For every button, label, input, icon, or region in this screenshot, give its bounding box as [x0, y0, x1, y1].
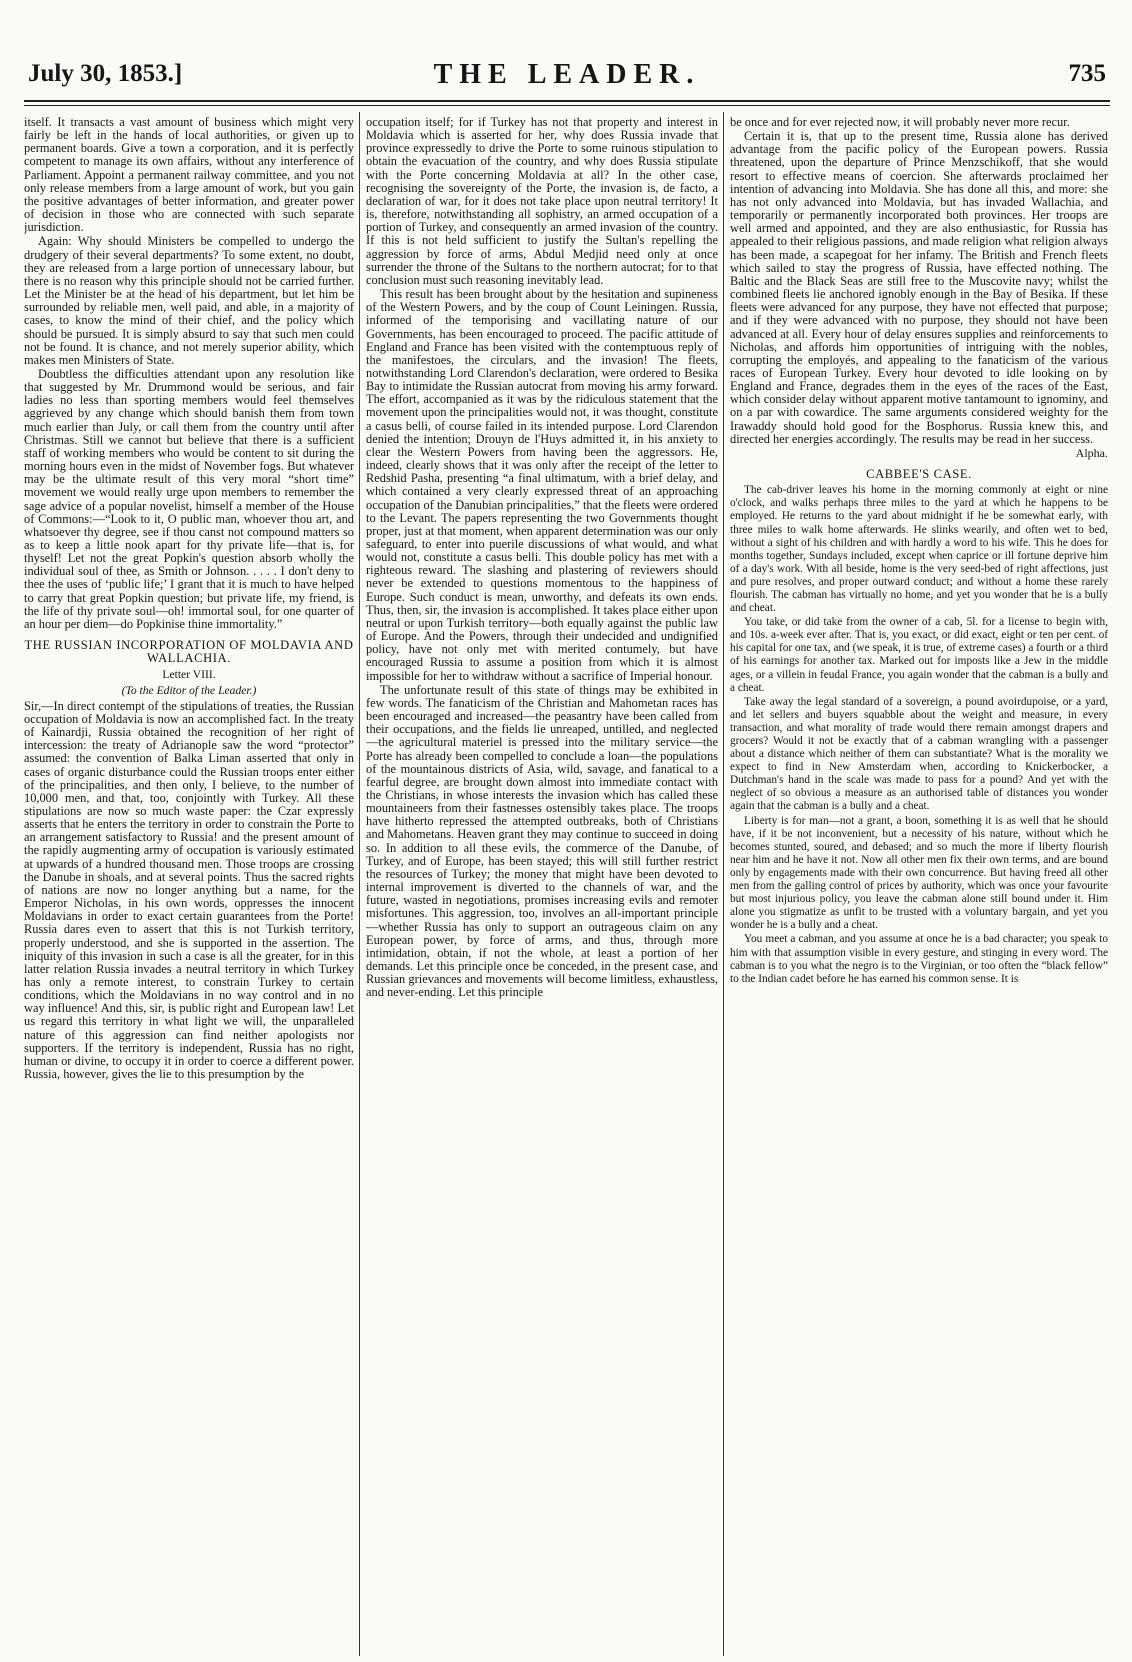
paragraph: You take, or did take from the owner of a cab, 5l. for a license to begin with, and 10s. a-week ever after. That is, you exact, or did exact, eight or ten per cent. of his capital for one tax, and (we speak, it is true, of extreme cases) a fourth or a third of his earnings for another tax. Marked out for imposts like a Jew in the middle ages, or a villein in feudal France, you again wonder that the cabman is a bully and a cheat.	[730, 616, 1108, 694]
paragraph: You meet a cabman, and you assume at once he is a bad character; you speak to him with that assumption visible in every gesture, and stinging in every word. The cabman is to you what the negro is to the Virginian, or too often the “black fellow” to the Indian cadet before he has earned his common sense. It is	[730, 933, 1108, 985]
header-rule-thick	[24, 100, 1110, 102]
page-header	[28, 60, 1106, 98]
cabbee-article	[730, 484, 1108, 986]
signature: Alpha.	[1075, 445, 1108, 460]
paragraph: Doubtless the difficulties attendant upon any resolution like that suggested by Mr. Drummond would be serious, and fair ladies no less than sporting members would feel themselves aggrieved by any change which should banish them from town much earlier than July, or call them from the country until after Christmas. Still we cannot but believe that there is a sufficient staff of working members who would be content to sit during the morning hours even in the midst of November fogs. But whatever may be the ultimate result of this very moral “short time” movement we would really urge upon members to remember the sage advice of a popular novelist, himself a member of the House of Commons:—“Look to it, O public man, whoever thou art, and whatsoever thy degree, see if thou canst not compound matters so as to keep a little nook apart for thy private life—that is, for thyself! Let not the great Popkin's question absorb wholly the individual soul of thee, as Smith or Johnson. . . . . I don't deny to thee the uses of ‘public life;’ I grant that it is much to have helped to carry that great Popkin question; but private life, my friend, is the life of thy private soul—oh! immortal soul, for one quarter of an hour per diem—do Popkinise thine immortality.”	[24, 366, 354, 631]
paragraph: The cab-driver leaves his home in the morning commonly at eight or nine o'clock, and walks perhaps three miles to the yard at which he happens to be employed. He returns to the yard about midnight if he be somewhat early, with three miles to walk home afterwards. He slinks wearily, and often wet to bed, without a sight of his children and with hardly a word to his wife. This he does for months together, Sundays included, except when caprice or ill fortune deprive him of a day's work. With all beside, home is the very seed-bed of right affections, just and pure resolves, and proper outward conduct; and without a home these rarely flourish. The cabman has virtually no home, and yet you wonder that he is a bully and cheat.	[730, 484, 1108, 615]
letter-number: Letter VIII.	[162, 668, 216, 682]
column-2	[366, 116, 718, 1656]
paragraph: Sir,—In direct contempt of the stipulations of treaties, the Russian occupation of Moldavia is now an accomplished fact. In the treaty of Kainardji, Russia obtained the recognition of her right of intercession: the treaty of Adrianople saw the word “protector” assumed: the convention of Balka Liman asserted that only in cases of organic disturbance could the Russian troops enter either of the principalities, and then only, I believe, to the number of 10,000 men, and that, too, conjointly with Turkey. All these stipulations are now so much waste paper: the Czar expressly asserts that he enters the territory in order to constrain the Porte to an arrangement satisfactory to Russia! and the present amount of the rapidly augmenting army of occupation is variously estimated at upwards of a hundred thousand men. Those troops are crossing the Danube in shoals, and at several points. Thus the sacred rights of nations are now no longer anything but a name, for the Emperor Nicholas, in his own words, oppresses the innocent Moldavians in order to exact certain guarantees from the Porte! Russia dares even to assert that this is not Turkish territory, properly understood, and she is supported in the assertion. The iniquity of this invasion in such a case is all the greater, for in this latter relation Russia invades a neutral territory in which Turkey has only a remote interest, to constrain Turkey to certain conditions, which the Moldavians in no way control and in no way influence! And this, sir, is public right and European law! Let us regard this territory in what light we will, the unparalleled nature of this aggression can find neither apologists nor supporters. If the territory is independent, Russia has no right, human or divine, to occupy it in order to coerce a different power. Russia, however, gives the lie to this presumption by the	[24, 698, 354, 1082]
paragraph: Liberty is for man—not a grant, a boon, something it is as well that he should have, if it be not inconvenient, but a necessity of his nature, without which he becomes stunted, soured, and debased; and so much the more if liberty flourish near him and he have it not. Now all other men fix their own terms, and are bound only by engagements made with their own concurrence. But having freed all other men from the galling control of prices by authority, which was once your favourite but most injurious policy, you leave the cabman alone still bound under it. Him alone you stigmatize as unfit to be trusted with a voluntary bargain, and yet you wonder he is a bully and a cheat.	[730, 814, 1108, 932]
paragraph: This result has been brought about by the hesitation and supineness of the Western Powers, and by the coup of Count Leiningen. Russia, informed of the temporising and vacillating nature of our Governments, has been encouraged to proceed. The pacific attitude of England and France has been visited with the contemptuous reply of the manifestoes, the circulars, and the invasion! The fleets, notwithstanding Lord Clarendon's declaration, were ordered to Besika Bay to intimidate the Russian autocrat from moving his army forward. The effort, accompanied as it was by the ridiculous statement that the movement upon the principalities would not, it was thought, constitute a casus belli, of course failed in its intended purpose. Lord Clarendon denied the intention; Drouyn de l'Huys admitted it, in his anxiety to clear the Western Powers from having been the aggressors. He, indeed, clearly shows that it was only after the receipt of the letter to Redshid Pasha, presenting “a final ultimatum, with a brief delay, and which contained a very clearly expressed threat of an approaching occupation of the Danubian principalities,” that the fleets were ordered to the Levant. The papers representing the two Governments thought proper, just at that moment, when apparent determination was our only safeguard, to enter into puerile discussions of what would, and what would not, constitute a casus belli. This double policy has met with a righteous reward. The slashing and plastering of reviewers should never be extended to questions momentous to the happiness of Europe. Such conduct is mean, unworthy, and defeats its own ends. Thus, then, sir, the invasion is accomplished. It takes place either upon neutral or upon Turkish territory—both equally against the public law of Europe. And the Powers, through their undecided and undignified policy, have not only met with merited contumely, but have encouraged Russia to assume a position from which it is almost impossible for her to withdraw without a sacrifice of Imperial honour.	[366, 287, 718, 683]
paragraph: be once and for ever rejected now, it will probably never more recur.	[730, 116, 1070, 129]
column-divider	[723, 112, 724, 1656]
paragraph: occupation itself; for if Turkey has not that property and interest in Moldavia which is asserted for her, why does Russia invade that province expressedly to drive the Porte to some ruinous stipulation to obtain the evacuation of the country, and why does Russia stipulate with the Porte concerning Moldavia at all? In the other case, recognising the sovereignty of the Porte, the invasion is, de facto, a declaration of war, for it does not take place upon neutral territory! It is, therefore, notwithstanding all sophistry, an armed occupation of a portion of Turkey, and consequently an armed invasion of the country. If this is not held sufficient to justify the Sultan's repelling the aggression by force of arms, Abdul Medjid need only at once surrender the throne of the Sultans to the northern autocrat; for to that conclusion must such reasoning inevitably lead.	[366, 116, 718, 287]
column-1	[24, 116, 354, 1656]
masthead-title: THE LEADER.	[433, 59, 701, 90]
paragraph: The unfortunate result of this state of things may be exhibited in few words. The fanaticism of the Christian and Mahometan races has been encouraged and increased—the peasantry have been called from their occupations, and the fields lie unreaped, untilled, and neglected—the agricultural materiel is pressed into the military service—the Porte has already been compelled to conclude a loan—the populations of the mountainous districts of Asia, wild, savage, and fanatical to a fearful degree, are brought down almost into immediate contact with the Christians, in whose interests the invasion which has called these mountaineers from their fastnesses ostensibly takes place. The troops have hitherto repressed the attempted outbreaks, both of Christians and Mahometans. Heaven grant they may continue to succeed in doing so. In addition to all these evils, the commerce of the Danube, of Turkey, and of Europe, has been stayed; this will still further restrict the resources of Turkey; the money that might have been devoted to internal improvement is diverted to the channels of war, and the future, wasted in negotiations, promises increasing evils and remoter misfortunes. This aggression, too, involves an all-important principle—whether Russia has only to support an outrageous claim on any European power, by force of arms, and thus, through more intimidation, obtain, if not the whole, at least a portion of her demands. Let this principle once be conceded, in the present case, and Russian grievances and movements will become limitless, exhaustless, and never-ending. Let this principle	[366, 682, 718, 1000]
article-title: THE RUSSIAN INCORPORATION OF MOLDAVIA AND WALLACHIA.	[24, 638, 354, 666]
column-divider	[359, 112, 360, 1656]
paragraph: Take away the legal standard of a sovereign, a pound avoirdupoise, or a yard, and let sellers and buyers squabble about the weight and measure, in every transaction, and what morality of trade would there remain amongst drapers and grocers? Would it not be exactly that of a cabman wrangling with a passenger about a distance which neither of them can substantiate? What is the morality we expect to find in New Amsterdam when, according to Knickerbocker, a Dutchman's hand in the scale was made to pass for a pound? And yet with the neglect of so obvious a measure as an authorised table of distances you wonder again that the cabman is a bully and a cheat.	[730, 695, 1108, 813]
column-3	[730, 116, 1108, 1656]
paragraph: Certain it is, that up to the present time, Russia alone has derived advantage from the pacific policy of the European powers. Russia threatened, upon the departure of Prince Menzschikoff, that she would resort to effective means of coercion. She afterwards proclaimed her intention of advancing into Moldavia. She has done all this, and more: she has not only advanced into Moldavia, but has invaded Wallachia, and temporarily or permanently incorporated both provinces. Her troops are well armed and appointed, and they are also enthusiastic, for Russia has appealed to their religious passions, and made religion what religion always has been made, a scapegoat for her infamy. The British and French fleets which sailed to stay the progress of Russia, have effected nothing. The Baltic and the Black Seas are still free to the Muscovite navy; whilst the combined fleets lie anchored ignobly enough in the Bay of Besika. If these fleets were advanced for any purpose, they have not effected that purpose; and if they were advanced with no purpose, they should not have been advanced at all. Every hour of delay ensures supplies and reinforcements to Nicholas, and affords him opportunities of intriguing with the nobles, corrupting the employés, and appealing to the fanaticism of the various races of European Turkey. Every hour devoted to idle looking on by England and France, degrades them in the eyes of the races of the East, which consider delay without apparent motive tantamount to ignominy, and on a par with cowardice. The same arguments considered weighty for the Irawaddy should hold good for the Bosphorus. Russia knew this, and directed her energies accordingly. The results may be read in her success.	[730, 129, 1108, 446]
paragraph: Again: Why should Ministers be compelled to undergo the drudgery of their several departments? To some extent, no doubt, they are released from a large portion of unnecessary labour, but there is no reason why this principle should not be carried further. Let the Minister be at the head of his department, but let him be surrounded by reliable men, well paid, and able, in a majority of cases, to know the mind of their chief, and the policy which should be pursued. It is simply absurd to say that such men could not be found. It is chance, and not merely superior ability, which makes men Ministers of State.	[24, 234, 354, 367]
article-title: CABBEE'S CASE.	[866, 467, 972, 482]
header-rule-thin	[24, 105, 1110, 106]
paragraph: itself. It transacts a vast amount of business which might very fairly be left in the hands of local authorities, or given up to permanent boards. Give a town a corporation, and it is perfectly competent to manage its own affairs, without any interference of Parliament. Appoint a permanent railway committee, and you not only release members from a large amount of work, but you gain the positive advantages of better information, and greater power of decision in those who are connected with such separate jurisdiction.	[24, 116, 354, 235]
issue-date: July 30, 1853.]	[28, 60, 183, 87]
page-number: 735	[1068, 60, 1106, 87]
editor-note: (To the Editor of the Leader.)	[121, 683, 257, 697]
